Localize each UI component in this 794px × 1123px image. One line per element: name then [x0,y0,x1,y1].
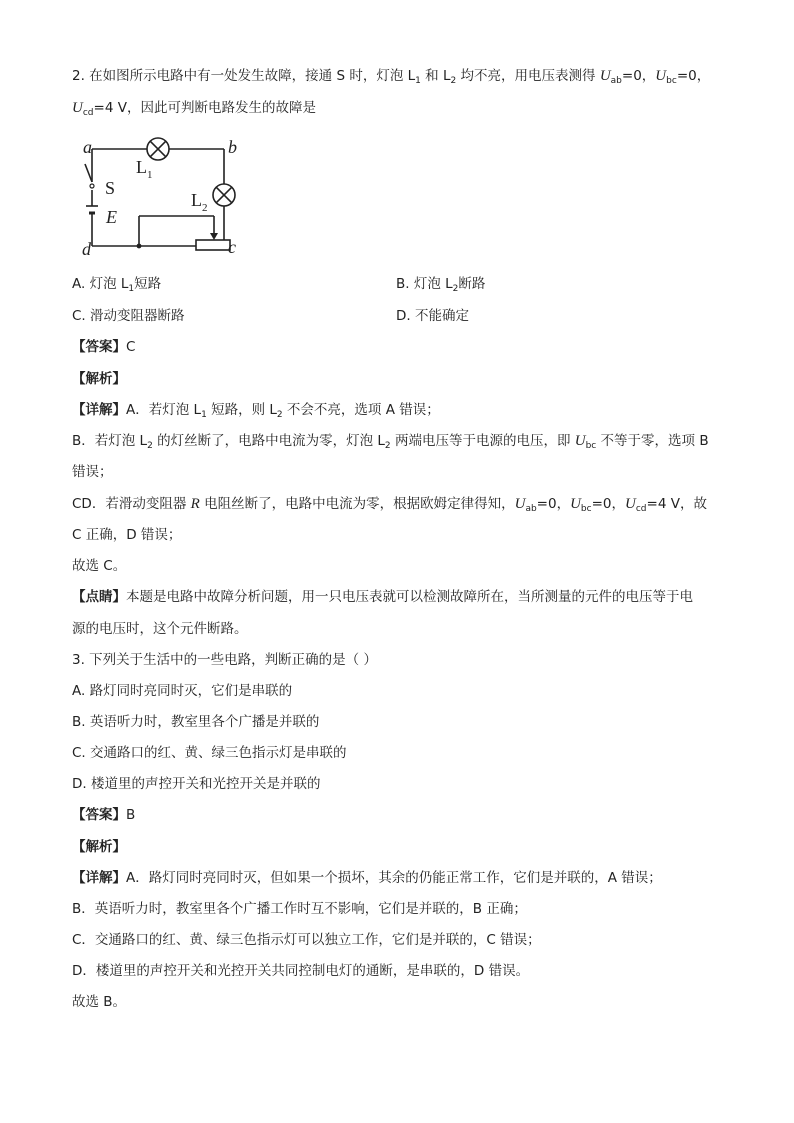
detail-text: CD．若滑动变阻器 [72,496,191,512]
lamp-l1-label: L [136,157,147,177]
option-text: 断路 [458,276,486,292]
q2-stem-text: 均不亮，用电压表测得 [456,68,600,84]
q2-option-c: C. 滑动变阻器断路 [72,308,185,324]
subscript: ab [610,76,622,86]
q3-option-b: B. 英语听力时，教室里各个广播是并联的 [72,714,320,730]
option-text: 短路 [134,276,162,292]
detail-text: =4 V，故 [646,496,707,512]
q3-detail-line-4: D．楼道里的声控开关和光控开关共同控制电灯的通断，是串联的，D 错误。 [72,963,530,979]
subscript: cd [635,504,647,514]
detail-tag: 【详解】 [72,870,126,886]
detail-text: 电阻丝断了，电路中电流为零，根据欧姆定律得知， [199,496,515,512]
analysis-tag: 【解析】 [72,371,126,387]
q3-conclusion: 故选 B。 [72,994,127,1010]
q2-detail-line-5: C 正确，D 错误； [72,527,182,543]
q3-detail-line-1 [72,868,662,888]
detail-tag: 【详解】 [72,402,126,418]
subscript: bc [580,504,592,514]
switch-label: S [105,178,116,198]
slider-arrow-icon [210,233,218,240]
node-label-c: c [228,237,236,257]
q3-analysis-tag [72,837,126,857]
junction-dot [137,244,142,249]
q2-stem-text: 和 L [420,68,451,84]
detail-text: 短路，则 L [206,402,277,418]
subscript: cd [82,108,94,118]
q2-stem-line-2 [72,98,316,118]
subscript: 1 [415,76,421,86]
switch-contact [90,184,94,188]
q3-option-c: C. 交通路口的红、黄、绿三色指示灯是串联的 [72,745,347,761]
q3-detail-line-3: C．交通路口的红、黄、绿三色指示灯可以独立工作，它们是并联的，C 错误； [72,932,541,948]
lamp-l2-sub: 2 [202,202,208,214]
voltage-symbol: U [625,496,636,512]
rheostat-resistor [196,240,230,250]
voltage-symbol: U [72,100,83,116]
subscript: 1 [128,284,135,294]
q2-comment-line-2: 源的电压时，这个元件断路。 [72,621,248,637]
subscript: 2 [452,284,459,294]
subscript: bc [666,76,677,86]
node-label-a: a [83,137,92,157]
subscript: ab [525,504,537,514]
q2-option-d: D. 不能确定 [396,308,469,324]
subscript: 2 [147,441,153,451]
detail-text: A．路灯同时亮同时灭，但如果一个损坏，其余的仍能正常工作，它们是并联的，A 错误； [126,870,662,886]
option-text: A. 灯泡 L [72,276,129,292]
answer-value: B [126,807,136,823]
subscript: 1 [201,410,207,420]
answer-tag: 【答案】 [72,807,126,823]
q3-option-d: D. 楼道里的声控开关和光控开关是并联的 [72,776,321,792]
q2-detail-line-4 [72,494,707,514]
q2-detail-line-2 [72,431,709,451]
voltage-symbol: U [574,433,586,449]
answer-tag: 【答案】 [72,339,126,355]
q2-stem-text: =4 V，因此可判断电路发生的故障是 [93,100,316,116]
q2-stem-text: =0， [676,68,711,84]
q3-stem: 3. 下列关于生活中的一些电路，判断正确的是（ ） [72,652,377,668]
q3-answer [72,805,135,825]
voltage-symbol: U [514,496,526,512]
detail-text: 两端电压等于电源的电压，即 [390,433,575,449]
detail-text: 不会不亮，选项 A 错误； [282,402,440,418]
voltage-symbol: U [599,68,611,84]
q2-option-a [72,274,161,294]
q2-option-b [396,274,485,294]
detail-text: 的灯丝断了，电路中电流为零，灯泡 L [152,433,385,449]
q3-option-a: A. 路灯同时亮同时灭，它们是串联的 [72,683,293,699]
node-label-d: d [82,239,91,259]
q3-detail-line-2: B．英语听力时，教室里各个广播工作时互不影响，它们是并联的，B 正确； [72,901,527,917]
q2-stem-text: 2. 在如图所示电路中有一处发生故障，接通 S 时，灯泡 L [72,68,416,84]
q2-detail-line-3: 错误； [72,464,113,480]
detail-text: =0， [591,496,625,512]
subscript: bc [585,441,597,451]
q2-answer [72,337,135,357]
answer-value: C [126,339,136,355]
voltage-symbol: U [655,68,667,84]
detail-text: B．若灯泡 L [72,433,148,449]
q2-detail-line-1 [72,400,440,420]
node-label-b: b [228,137,237,157]
detail-text: 不等于零，选项 B [596,433,709,449]
detail-text: =0， [536,496,571,512]
option-text: B. 灯泡 L [396,276,453,292]
q2-stem-text: =0， [621,68,656,84]
comment-text: 本题是电路中故障分析问题，用一只电压表就可以检测故障所在，当所测量的元件的电压等于电 [126,589,693,605]
analysis-tag: 【解析】 [72,839,126,855]
battery-label: E [106,207,117,227]
q2-analysis-tag [72,369,126,389]
lamp-l1-sub: 1 [147,169,153,181]
q2-stem-line-1 [72,66,710,86]
voltage-symbol: U [570,496,581,512]
circuit-diagram [76,134,251,259]
subscript: 2 [450,76,457,86]
lamp-l2-label: L [191,190,202,210]
switch-blade [85,164,92,182]
subscript: 2 [384,441,391,451]
q2-comment-line-1 [72,587,693,607]
resistance-symbol: R [190,496,200,512]
comment-tag: 【点睛】 [72,589,126,605]
subscript: 2 [276,410,283,420]
detail-text: A．若灯泡 L [126,402,202,418]
q2-detail-line-6: 故选 C。 [72,558,127,574]
